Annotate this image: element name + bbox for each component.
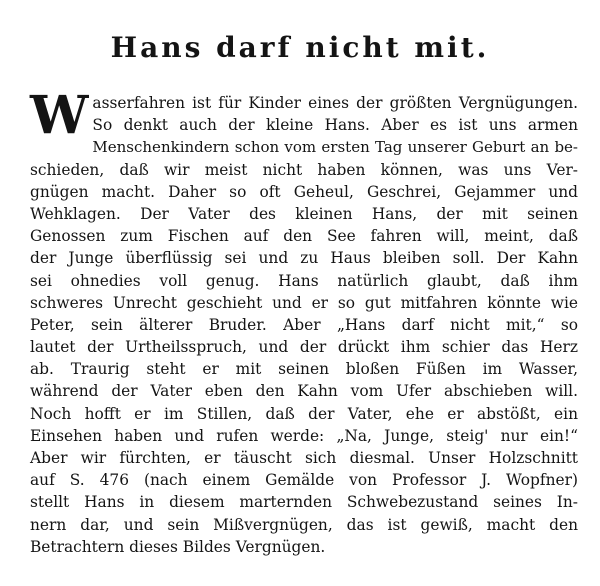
text-line: Wehklagen. Der Vater des kleinen Hans, der mit seinen <box>30 204 578 223</box>
text-line: Aber wir fürchten, er täuscht sich diesmal. Unser Holzschnitt <box>30 449 578 467</box>
text-line: Menschenkindern schon vom ersten Tag unserer Geburt an be- <box>92 138 578 157</box>
text-line: Peter, sein älterer Bruder. Aber „Hans darf nicht mit,“ so <box>30 315 578 334</box>
text-line: gnügen macht. Daher so oft Geheul, Geschrei, Gejammer und <box>30 182 578 201</box>
text-line: schweres Unrecht geschieht und er so gut mitfahren könnte wie <box>30 293 578 312</box>
text-line: der Junge überflüssig sei und zu Haus bleiben soll. Der Kahn <box>30 249 578 268</box>
text-line: Genossen zum Fischen auf den See fahren will, meint, daß <box>30 227 578 246</box>
text-line: schieden, daß wir meist nicht haben können, was uns Ver- <box>30 160 578 179</box>
drop-cap: W <box>30 85 89 146</box>
text-line: So denkt auch der kleine Hans. Aber es ist uns armen <box>92 116 578 135</box>
text-line: während der Vater eben den Kahn vom Ufer abschieben will. <box>30 382 578 401</box>
text-line: lautet der Urtheilsspruch, und der drückt ihm schier das Herz <box>30 338 578 357</box>
text-line: nern dar, und sein Mißvergnügen, das ist gewiß, macht den <box>30 515 578 534</box>
text-line: Betrachtern dieses Bildes Vergnügen. <box>30 537 326 556</box>
text-line: auf S. 476 (nach einem Gemälde von Professor J. Wopfner) <box>30 471 578 490</box>
text-line: sei ohnedies voll genug. Hans natürlich glaubt, daß ihm <box>30 271 578 290</box>
text-line: stellt Hans in diesem marternden Schwebezustand seines In- <box>30 493 578 512</box>
text-line: Noch hofft er im Stillen, daß der Vater, ehe er abstößt, ein <box>30 404 578 423</box>
text-line: ab. Traurig steht er mit seinen bloßen Füßen im Wasser, <box>30 360 578 379</box>
text-line: asserfahren ist für Kinder eines der größten Vergnügungen. <box>92 94 578 112</box>
article-title: Hans darf nicht mit. <box>110 31 490 64</box>
article-body <box>30 85 578 558</box>
text-line: Einsehen haben und rufen werde: „Na, Junge, steig' nur ein!“ <box>30 426 578 445</box>
